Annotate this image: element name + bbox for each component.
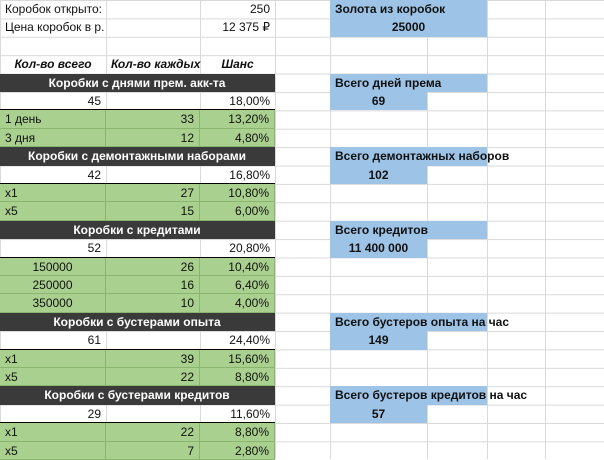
result-label[interactable]: Всего бустеров кредитов на час xyxy=(330,386,487,404)
result-value[interactable]: 102 xyxy=(330,166,427,184)
row-count[interactable]: 15 xyxy=(106,202,200,220)
row-label[interactable]: 3 дня xyxy=(0,129,106,147)
gridline xyxy=(275,0,276,459)
row-count[interactable]: 26 xyxy=(106,258,200,276)
row-label[interactable]: 150000 xyxy=(0,258,106,276)
row-count[interactable]: 12 xyxy=(106,129,200,147)
section-header[interactable]: Коробки с кредитами xyxy=(0,221,275,239)
section-header[interactable]: Коробки с бустерами опыта xyxy=(0,313,275,331)
row-count[interactable]: 33 xyxy=(106,110,200,128)
opened-value[interactable]: 250 xyxy=(249,2,270,16)
section-chance[interactable]: 18,00% xyxy=(229,94,270,108)
section-chance[interactable]: 11,60% xyxy=(230,406,270,421)
row-chance[interactable]: 13,20% xyxy=(200,110,275,128)
section-total[interactable]: 42 xyxy=(87,167,101,182)
result-label[interactable]: Всего кредитов xyxy=(330,221,487,239)
section-header[interactable]: Коробки с бустерами кредитов xyxy=(0,386,275,404)
row-count[interactable]: 39 xyxy=(106,350,200,368)
section-chance[interactable]: 24,40% xyxy=(229,333,270,348)
row-label[interactable]: x5 xyxy=(0,202,106,220)
section-header[interactable]: Коробки с демонтажными наборами xyxy=(0,147,275,165)
section-total[interactable]: 45 xyxy=(87,94,101,108)
row-count[interactable]: 27 xyxy=(106,184,200,202)
row-label[interactable]: 250000 xyxy=(0,276,106,294)
column-header-each[interactable]: Кол-во каждых xyxy=(111,57,201,72)
row-chance[interactable]: 15,60% xyxy=(200,350,275,368)
row-count[interactable]: 10 xyxy=(106,294,200,312)
row-count[interactable]: 22 xyxy=(106,423,200,441)
result-label[interactable]: Всего дней према xyxy=(330,74,487,92)
row-chance[interactable]: 8,80% xyxy=(200,368,275,386)
result-value[interactable]: 149 xyxy=(330,331,427,349)
row-label[interactable]: x5 xyxy=(0,368,106,386)
price-value[interactable]: 12 375 ₽ xyxy=(222,20,270,35)
row-label[interactable]: x5 xyxy=(0,442,106,460)
row-chance[interactable]: 8,80% xyxy=(200,423,275,441)
price-label[interactable]: Цена коробок в р. xyxy=(5,20,105,35)
opened-label[interactable]: Коробок открыто: xyxy=(5,2,102,16)
section-header[interactable]: Коробки с днями прем. акк-та xyxy=(0,74,275,92)
result-value[interactable]: 57 xyxy=(330,405,427,423)
row-label[interactable]: 1 день xyxy=(0,110,106,128)
result-label[interactable]: Всего демонтажных наборов xyxy=(330,147,487,165)
row-chance[interactable]: 6,00% xyxy=(200,202,275,220)
row-count[interactable]: 16 xyxy=(106,276,200,294)
row-chance[interactable]: 4,00% xyxy=(200,294,275,312)
section-total[interactable]: 61 xyxy=(87,333,101,348)
row-label[interactable]: x1 xyxy=(0,184,106,202)
row-chance[interactable]: 10,80% xyxy=(200,184,275,202)
row-count[interactable]: 7 xyxy=(106,442,200,460)
column-header-total[interactable]: Кол-во всего xyxy=(14,57,92,72)
row-label[interactable]: x1 xyxy=(0,350,106,368)
row-label[interactable]: 350000 xyxy=(0,294,106,312)
result-value[interactable]: 11 400 000 xyxy=(330,239,427,257)
column-header-chance[interactable]: Шанс xyxy=(221,57,254,72)
section-chance[interactable]: 20,80% xyxy=(229,241,270,256)
section-total[interactable]: 29 xyxy=(87,406,101,421)
row-count[interactable]: 22 xyxy=(106,368,200,386)
gold-label[interactable]: Золота из коробок xyxy=(330,0,487,18)
row-chance[interactable]: 4,80% xyxy=(200,129,275,147)
gridline xyxy=(545,0,546,459)
section-total[interactable]: 52 xyxy=(87,241,101,256)
row-chance[interactable]: 6,40% xyxy=(200,276,275,294)
gold-value[interactable]: 25000 xyxy=(330,18,487,36)
result-label[interactable]: Всего бустеров опыта на час xyxy=(330,313,487,331)
result-value[interactable]: 69 xyxy=(330,92,427,110)
row-chance[interactable]: 2,80% xyxy=(200,442,275,460)
row-label[interactable]: x1 xyxy=(0,423,106,441)
section-chance[interactable]: 16,80% xyxy=(229,167,270,182)
row-chance[interactable]: 10,40% xyxy=(200,258,275,276)
